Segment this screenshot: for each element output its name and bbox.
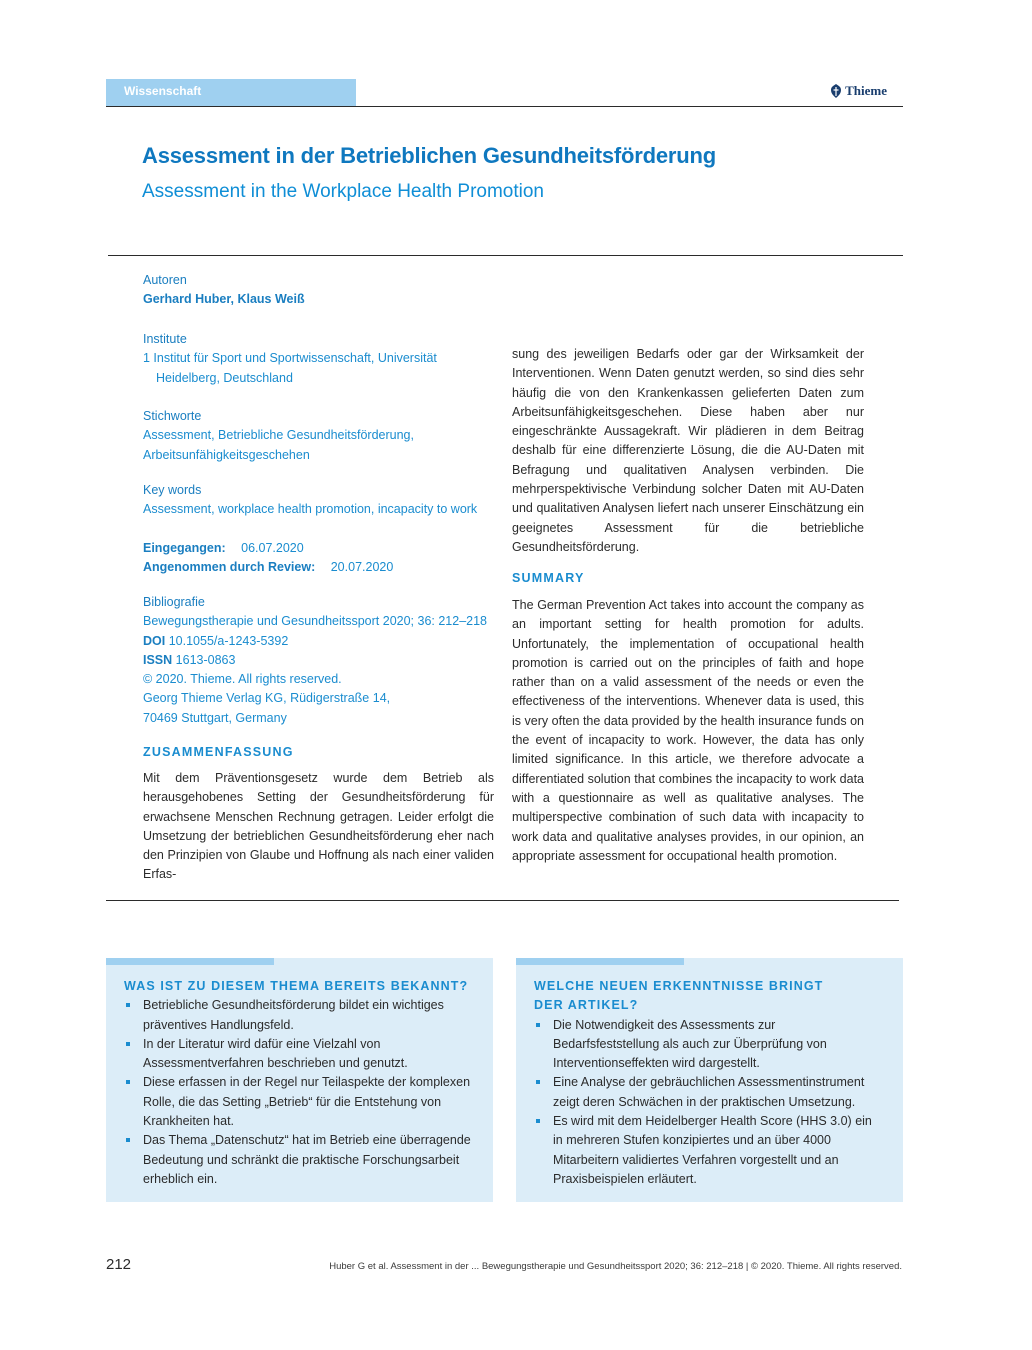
- keywords-block: [143, 481, 498, 520]
- institute: 1 Institut für Sport und Sportwissenschaft, Universität Heidelberg, Deutschland: [143, 351, 437, 385]
- institute-block: [143, 330, 498, 388]
- dates-block: [143, 539, 498, 578]
- institute-label: Institute: [143, 332, 187, 346]
- journal-reference: Bewegungstherapie und Gesundheitssport 2020; 36: 212–218: [143, 614, 488, 629]
- box-known-stripe: [106, 958, 274, 965]
- list-item: Es wird mit dem Heidelberger Health Score (HHS 3.0) ein in mehreren Stufen konzipiertes und an über 4000 Mitarbeitern validiertes Verfahren vorgestellt und an Praxisbeispielen erläutert.: [534, 1112, 885, 1189]
- box-new-stripe: [516, 958, 684, 965]
- publisher-logo: [830, 83, 887, 99]
- stichworte-block: [143, 407, 433, 465]
- doi[interactable]: 10.1055/a-1243-5392: [168, 633, 289, 648]
- page-number: 212: [106, 1256, 132, 1273]
- stichworte-label: Stichworte: [143, 409, 202, 423]
- received-date: 06.07.2020: [241, 541, 304, 555]
- publisher-name: Thieme: [845, 83, 887, 98]
- zusammenfassung-heading: ZUSAMMENFASSUNG: [143, 745, 294, 759]
- received-label: Eingegangen:: [143, 541, 226, 555]
- issn-label: ISSN: [143, 652, 173, 667]
- stichworte: Assessment, Betriebliche Gesundheitsförderung, Arbeitsunfähigkeitsgeschehen: [143, 428, 414, 462]
- box-known-heading: WAS IST ZU DIESEM THEMA BEREITS BEKANNT?: [124, 979, 469, 993]
- keywords-label: Key words: [143, 483, 202, 497]
- authors-block: [143, 271, 498, 310]
- keywords: Assessment, workplace health promotion, incapacity to work: [143, 502, 478, 517]
- summary-heading: SUMMARY: [512, 571, 585, 585]
- box-new: [516, 958, 903, 1202]
- list-item: Betriebliche Gesundheitsförderung bildet ein wichtiges präventives Handlungsfeld.: [124, 996, 475, 1035]
- box-new-heading: WELCHE NEUEN ERKENNTNISSE BRINGT DER ARTIKEL?: [534, 979, 824, 1013]
- zusammenfassung-text-right: sung des jeweiligen Bedarfs oder gar der Wirksamkeit der Interventionen. Wenn Daten genutzt werden, so sind dies sehr häufig die von den Krankenkassen gelieferten Daten zum Arbeitsunfähigkeitsgeschehen. Diese haben aber nur eingeschränkte Aussagekraft. Wir plädieren in dem Beitrag deshalb für eine differenzierte Lösung, die die AU-Daten mit Befragung und qualitativen Analysen verbinden. Die mehrperspektivische Verbindung solcher Daten mit AU-Daten und qualitativen Analysen liefert nach unserer Einschätzung ein geeignetes Assessment für die betriebliche Gesundheitsförderung.: [512, 347, 864, 554]
- bibliography-block: [143, 593, 498, 728]
- list-item: Das Thema „Datenschutz“ hat im Betrieb eine überragende Bedeutung und schränkt die praktische Forschungsarbeit erheblich ein.: [124, 1131, 475, 1189]
- bibliography-label: Bibliografie: [143, 595, 205, 609]
- thieme-logo-icon: [830, 84, 842, 98]
- article-subtitle: Assessment in the Workplace Health Promotion: [142, 181, 544, 202]
- list-item: Eine Analyse der gebräuchlichen Assessmentinstrument zeigt deren Schwächen in der praktischen Umsetzung.: [534, 1073, 885, 1112]
- doi-label: DOI: [143, 633, 166, 648]
- publisher-address-line2: 70469 Stuttgart, Germany: [143, 710, 287, 725]
- list-item: In der Literatur wird dafür eine Vielzahl von Assessmentverfahren beschrieben und genutzt.: [124, 1035, 475, 1074]
- summary-text: The German Prevention Act takes into account the company as an important setting for health promotion for adults. Unfortunately, the implementation of occupational health promotion is carried out on the principles of faith and hope rather than on a valid assessment of the needs or even the effectiveness of the interventions. Whenever data is used, this is very often the data provided by the health insurance funds on the event of incapacity to work. However, the data has only limited significance. In this article, we therefore advocate a differentiated solution that combines the incapacity to work data with a questionnaire as well as qualitative analyses. The multiperspective combination of such data with incapacity to work data and qualitative analyses provides, in our opinion, an appropriate assessment for occupational health promotion.: [512, 598, 864, 863]
- abstract-divider: [106, 900, 899, 901]
- accepted-label: Angenommen durch Review:: [143, 560, 316, 575]
- list-item: Die Notwendigkeit des Assessments zur Bedarfsfeststellung als auch zur Überprüfung von Interventionseffekten wird dargestellt.: [534, 1016, 885, 1074]
- title-divider: [108, 255, 903, 256]
- copyright: © 2020. Thieme. All rights reserved.: [143, 672, 342, 687]
- section-tab: Wissenschaft: [106, 79, 356, 106]
- accepted-date: 20.07.2020: [330, 560, 394, 575]
- footer-citation: Huber G et al. Assessment in der ... Bewegungstherapie und Gesundheitssport 2020; 36: 212–218 | © 2020. Thieme. All rights reserved.: [329, 1261, 902, 1272]
- list-item: Diese erfassen in der Regel nur Teilaspekte der komplexen Rolle, die das Setting „Betrieb“ für die Entstehung von Krankheiten hat.: [124, 1073, 475, 1131]
- box-known: [106, 958, 493, 1202]
- zusammenfassung-text-left: Mit dem Präventionsgesetz wurde dem Betrieb als herausgehobenes Setting der Gesundheitsförderung für erwachsene Menschen Rechnung getragen. Leider erfolgt die Umsetzung der betrieblichen Gesundheitsförderung eher nach den Prinzipien von Glaube und Hoffnung als nach einer validen Erfas-: [143, 771, 494, 882]
- issn: 1613-0863: [175, 652, 236, 667]
- publisher-address-line1: Georg Thieme Verlag KG, Rüdigerstraße 14,: [143, 691, 391, 706]
- article-title: Assessment in der Betrieblichen Gesundheitsförderung: [142, 143, 716, 168]
- header-rule: [106, 106, 903, 107]
- authors-label: Autoren: [143, 273, 187, 287]
- authors: Gerhard Huber, Klaus Weiß: [143, 292, 305, 307]
